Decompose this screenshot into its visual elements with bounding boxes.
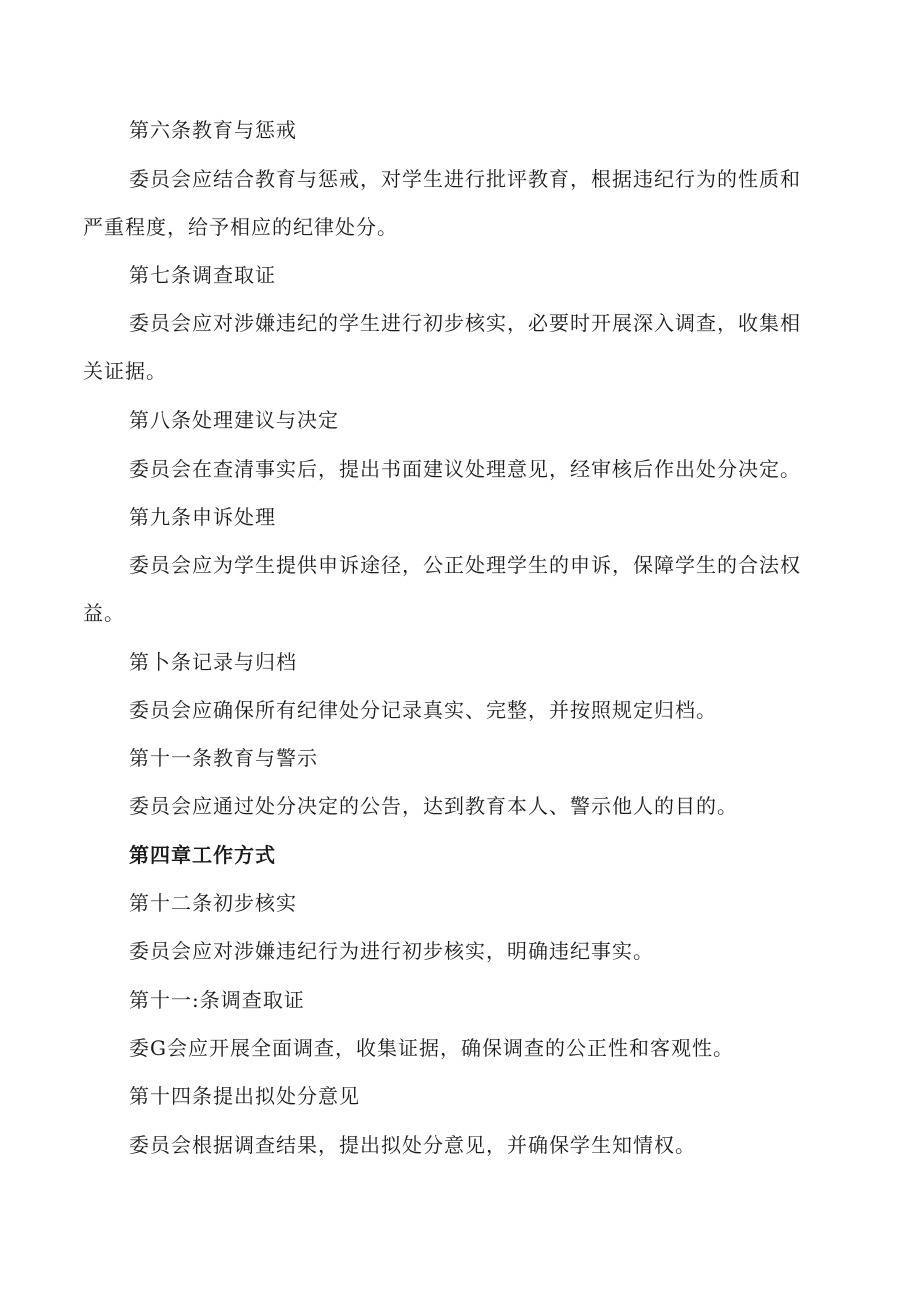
article-7-body-line-2: 关证据。 [83, 359, 167, 383]
article-11-body: 委员会应通过处分决定的公告，达到教育本人、警示他人的目的。 [129, 794, 738, 818]
article-9-body-line-2: 益。 [83, 601, 125, 625]
article-6-heading: 第六条教育与惩戒 [129, 118, 297, 142]
article-7-heading: 第七条调查取证 [129, 263, 276, 287]
article-14-body: 委员会根据调查结果，提出拟处分意见，并确保学生知情权。 [129, 1133, 696, 1157]
article-7-body-line-1: 委员会应对涉嫌违纪的学生进行初步核实，必要时开展深入调查，收集相 [129, 311, 801, 335]
article-13-body: 委G会应开展全面调查，收集证据，确保调查的公正性和客观性。 [129, 1036, 734, 1060]
article-12-heading: 第十二条初步核实 [129, 891, 297, 915]
article-11-heading: 第十一条教育与警示 [129, 746, 318, 770]
chapter-4-heading: 第四章工作方式 [129, 843, 276, 867]
article-8-heading: 第八条处理建议与决定 [129, 408, 339, 432]
article-10-heading: 第卜条记录与归档 [129, 650, 297, 674]
article-9-heading: 第九条申诉处理 [129, 505, 276, 529]
article-9-body-line-1: 委员会应为学生提供申诉途径，公正处理学生的申诉，保障学生的合法权 [129, 553, 801, 577]
article-6-body-line-2: 严重程度，给予相应的纪律处分。 [83, 215, 398, 239]
article-10-body: 委员会应确保所有纪律处分记录真实、完整，并按照规定归档。 [129, 698, 717, 722]
article-6-body-line-1: 委员会应结合教育与惩戒，对学生进行批评教育，根据违纪行为的性质和 [129, 167, 801, 191]
article-13-heading: 第十一:条调查取证 [129, 988, 305, 1012]
article-8-body: 委员会在查清事实后，提出书面建议处理意见，经审核后作出处分决定。 [129, 457, 801, 481]
article-14-heading: 第十四条提出拟处分意见 [129, 1084, 360, 1108]
article-12-body: 委员会应对涉嫌违纪行为进行初步核实，明确违纪事实。 [129, 939, 654, 963]
